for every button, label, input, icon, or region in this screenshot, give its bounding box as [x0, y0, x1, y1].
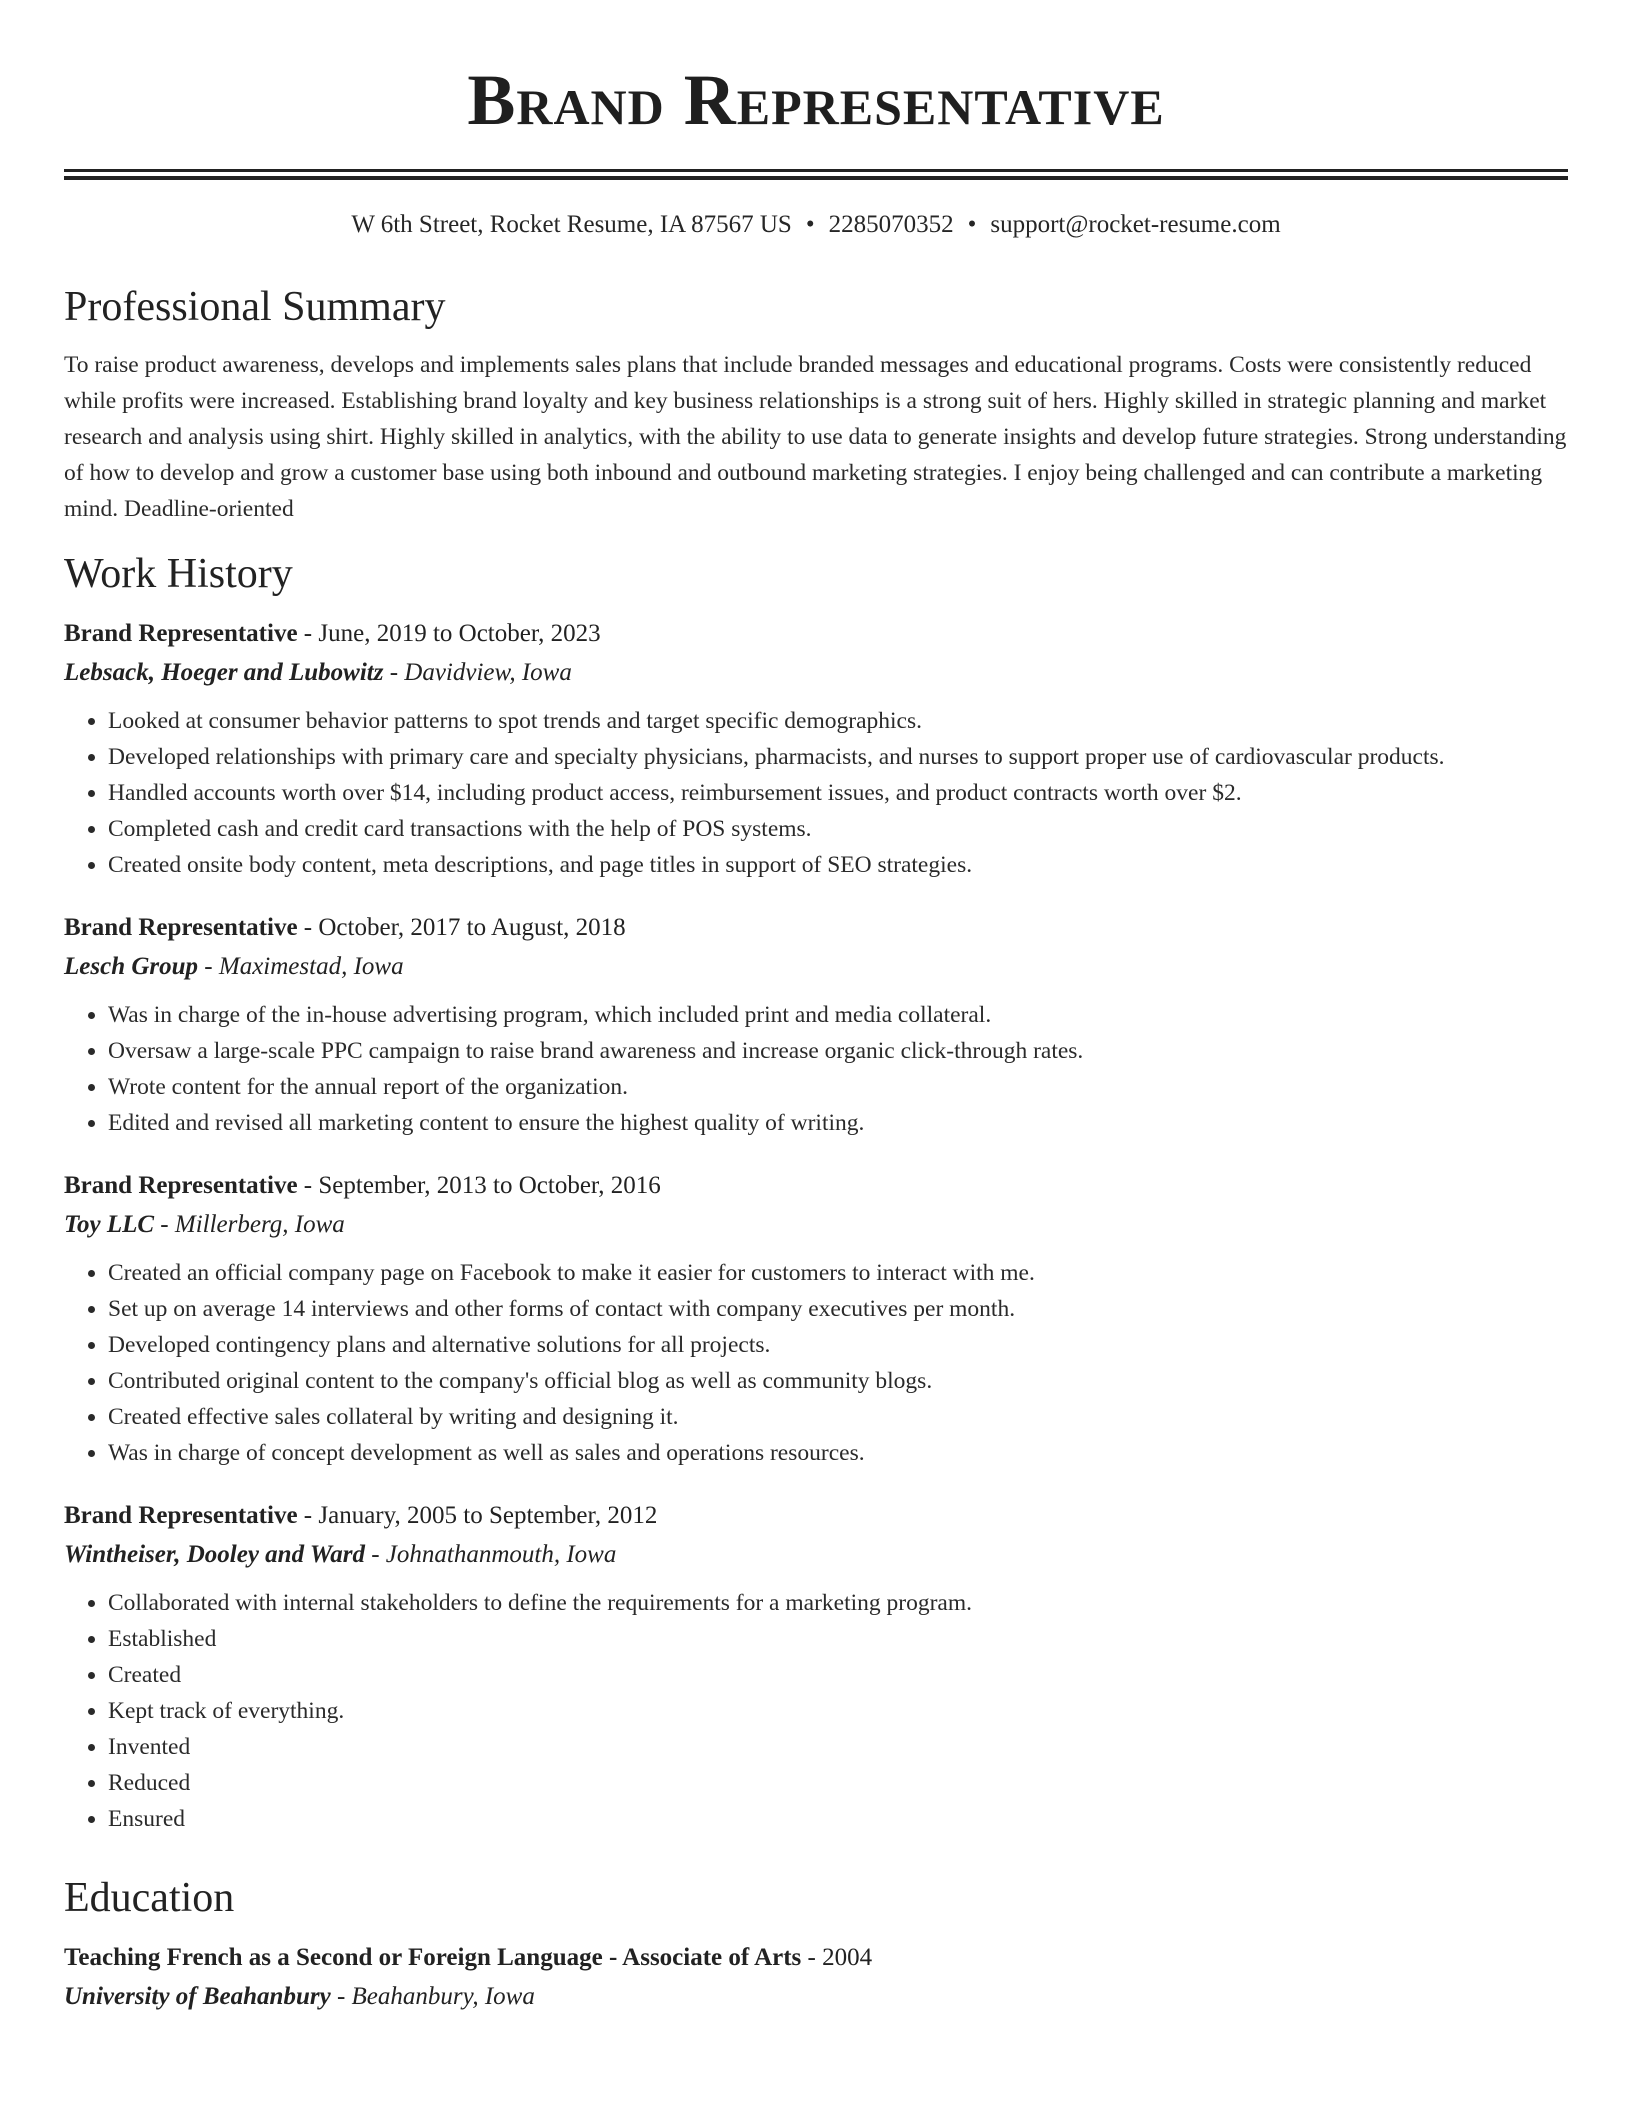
job-dates: - October, 2017 to August, 2018 — [297, 914, 626, 941]
job-bullet: • Contributed original content to the company's official blog as well as community blogs. — [108, 1363, 1568, 1399]
education-degree-line — [64, 1941, 1568, 1975]
job-bullets — [64, 1585, 1568, 1837]
job-company-line — [64, 1208, 1568, 1242]
job-bullet: • Wrote content for the annual report of the organization. — [108, 1069, 1568, 1105]
education-degree: Teaching French as a Second or Foreign Language - Associate of Arts — [64, 1944, 802, 1971]
resume-title: Brand Representative — [467, 60, 1165, 140]
job-role: Brand Representative — [64, 914, 298, 941]
job-bullet: • Collaborated with internal stakeholders to define the requirements for a marketing program. — [108, 1585, 1568, 1621]
job-dates: - January, 2005 to September, 2012 — [297, 1502, 658, 1529]
job-entry — [64, 1169, 1568, 1471]
job-bullet: • Set up on average 14 interviews and other forms of contact with company executives per month. — [108, 1291, 1568, 1327]
contact-address: W 6th Street, Rocket Resume, IA 87567 US — [351, 211, 792, 238]
job-title-line — [64, 911, 1568, 945]
job-company: Wintheiser, Dooley and Ward — [64, 1541, 365, 1568]
job-bullet: • Created — [108, 1657, 1568, 1693]
work-history-heading: Work History — [64, 551, 293, 597]
contact-email: support@rocket-resume.com — [990, 211, 1281, 238]
job-bullet: • Created effective sales collateral by writing and designing it. — [108, 1399, 1568, 1435]
job-company-line — [64, 950, 1568, 984]
job-company-line — [64, 656, 1568, 690]
job-location: - Johnathanmouth, Iowa — [364, 1541, 617, 1568]
job-role: Brand Representative — [64, 620, 298, 647]
job-dates: - June, 2019 to October, 2023 — [297, 620, 601, 647]
education-school: University of Beahanbury — [64, 1983, 331, 2010]
job-bullet: • Developed relationships with primary care and specialty physicians, pharmacists, and nurses to support proper use of cardiovascular products. — [108, 739, 1568, 775]
job-bullet: • Created an official company page on Facebook to make it easier for customers to interact with me. — [108, 1255, 1568, 1291]
contact-separator: • — [805, 211, 815, 238]
education-location: - Beahanbury, Iowa — [330, 1983, 535, 2010]
job-bullet: • Developed contingency plans and alternative solutions for all projects. — [108, 1327, 1568, 1363]
job-company-line — [64, 1538, 1568, 1572]
job-bullets — [64, 1255, 1568, 1471]
job-entry — [64, 617, 1568, 883]
job-title-line — [64, 617, 1568, 651]
job-location: - Millerberg, Iowa — [154, 1211, 345, 1238]
contact-phone: 2285070352 — [828, 211, 954, 238]
job-bullet: • Created onsite body content, meta descriptions, and page titles in support of SEO strategies. — [108, 847, 1568, 883]
job-company: Toy LLC — [64, 1211, 155, 1238]
job-bullet: • Looked at consumer behavior patterns to spot trends and target specific demographics. — [108, 703, 1568, 739]
job-entry — [64, 911, 1568, 1141]
job-title-line — [64, 1169, 1568, 1203]
education-school-line — [64, 1980, 1568, 2014]
job-bullet: • Handled accounts worth over $14, including product access, reimbursement issues, and product contracts worth over $2. — [108, 775, 1568, 811]
education-year: - 2004 — [801, 1944, 873, 1971]
job-dates: - September, 2013 to October, 2016 — [297, 1172, 661, 1199]
job-bullet: • Reduced — [108, 1765, 1568, 1801]
job-role: Brand Representative — [64, 1172, 298, 1199]
job-bullet: • Completed cash and credit card transactions with the help of POS systems. — [108, 811, 1568, 847]
job-bullet: • Edited and revised all marketing content to ensure the highest quality of writing. — [108, 1105, 1568, 1141]
education-heading: Education — [64, 1875, 235, 1921]
job-bullet: • Oversaw a large-scale PPC campaign to raise brand awareness and increase organic click-through rates. — [108, 1033, 1568, 1069]
job-bullet: • Ensured — [108, 1801, 1568, 1837]
contact-line — [64, 209, 1568, 241]
summary-text: To raise product awareness, develops and implements sales plans that include branded messages and educational programs. Costs were consistently reduced while profits were increased. Establishing brand loyalty and key business relationships is a strong suit of hers. Highly skilled in strategic planning and market research and analysis using shirt. Highly skilled in analytics, with the ability to use data to generate insights and develop future strategies. Strong understanding of how to develop and grow a customer base using both inbound and outbound marketing strategies. I enjoy being challenged and can contribute a marketing mind. Deadline-oriented — [64, 352, 1567, 522]
job-location: - Davidview, Iowa — [383, 659, 572, 686]
job-bullet: • Established — [108, 1621, 1568, 1657]
job-title-line — [64, 1499, 1568, 1533]
job-location: - Maximestad, Iowa — [198, 953, 404, 980]
title-divider — [64, 169, 1568, 180]
job-bullet: • Invented — [108, 1729, 1568, 1765]
education-entry — [64, 1941, 1568, 2014]
job-company: Lesch Group — [64, 953, 199, 980]
job-bullets — [64, 997, 1568, 1141]
job-entry — [64, 1499, 1568, 1837]
job-role: Brand Representative — [64, 1502, 298, 1529]
job-bullet: • Was in charge of the in-house advertising program, which included print and media collateral. — [108, 997, 1568, 1033]
work-history-list — [64, 617, 1568, 1837]
job-bullet: • Was in charge of concept development as well as sales and operations resources. — [108, 1435, 1568, 1471]
job-bullet: • Kept track of everything. — [108, 1693, 1568, 1729]
job-bullets — [64, 703, 1568, 883]
summary-heading: Professional Summary — [64, 284, 446, 330]
job-company: Lebsack, Hoeger and Lubowitz — [64, 659, 384, 686]
contact-separator: • — [967, 211, 977, 238]
